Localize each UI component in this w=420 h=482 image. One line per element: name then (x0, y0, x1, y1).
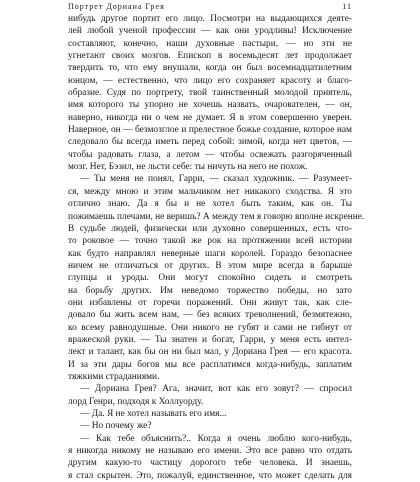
text-line: чтобы радовать глаза, а летом — чтобы освежать разгоряченный (68, 149, 352, 160)
text-line: лект и талант, как бы он ни был мал, у Дориана Грея — его красота. (68, 347, 352, 358)
text-line: ся, между мною и этим мальчиком нет никакого сходства. Я это (68, 186, 352, 197)
text-line: твердить то, что ему внушали, когда он был восемнадцатилетним (68, 63, 352, 74)
text-line: — Дориана Грея? Ага, значит, вот как его зовут? — спросил (80, 384, 352, 395)
text-line: следовало бы всегда иметь перед собой: зимой, когда нет цветов, — (68, 137, 352, 148)
text-line: нибудь другое портит его лицо. Посмотри на выдающихся деяте- (68, 14, 352, 24)
text-line: пожимаешь плечами, не веришь? А между тем я говорю вполне искренне. (68, 211, 365, 222)
text-line: лорд Генри, подходя к Холлуорду. (68, 396, 204, 407)
text-line: лей любой ученой профессии — как они уродливы! Исключение (68, 26, 352, 37)
text-line: как будто направлял неверные шаги королей. Гораздо безопаснее (68, 248, 352, 259)
text-line: то роковое — точно такой же рок на протяжении всей истории (68, 236, 352, 247)
running-head-title: Портрет Дориана Грея (68, 2, 165, 11)
text-line: тяжкими страданиями. (68, 371, 160, 382)
running-head (68, 2, 352, 12)
text-line: образие. Судя по портрету, твой таинственный молодой приятель, (68, 88, 352, 99)
text-line: В судьбе людей, физически или духовно совершенных, есть что- (68, 223, 352, 234)
text-line: другим какую-то частицу дорогого тебе человека. И знаешь, (68, 458, 352, 469)
text-line: угнетают своих мозгов. Епископ в восемьдесят лет продолжает (68, 51, 352, 62)
text-line: наверно, никогда ни о чем не думает. Я в этом совершенно уверен. (68, 112, 352, 123)
text-line: — Да. Я не хотел называть его имя... (80, 409, 227, 419)
text-line: имя которого ты упорно не хочешь назвать, очарователен, — он, (68, 100, 352, 111)
text-line: составляют, конечно, наши духовные пастыри, — но эти не (68, 38, 352, 49)
text-line: вражеской руки. — Ты знатен и богат, Гарри, у меня есть интел- (68, 334, 352, 345)
text-line: отлично знаю. Да я бы и не хотел быть таким, как он. Ты (68, 199, 352, 210)
text-line: они избавлены от горечи поражений. Они живут так, как сле- (68, 297, 352, 308)
text-line: глупцы и уроды. Они могут спокойно сидеть и смотреть (68, 273, 352, 284)
text-line: ничем не отличаться от других. В этом мире всегда в барыше (68, 260, 352, 271)
text-line: я стал скрытен. Это, пожалуй, единственное, что может сделать для (68, 470, 352, 481)
text-line: И за эти дары богов мы все расплатимся когда-нибудь, заплатим (68, 359, 352, 370)
text-line: на борьбу других. Им неведомо торжество победы, но зато (68, 285, 352, 296)
text-line: ко всему равнодушные. Они никого не губят и сами не гибнут от (68, 322, 352, 333)
page-number: 11 (342, 2, 352, 11)
text-line: — Но почему же? (80, 421, 152, 432)
text-line: — Как тебе объяснить?.. Когда я очень люблю кого-нибудь, (80, 433, 352, 444)
text-line: Наверное, он — безмозглое и прелестное божье создание, которое нам (68, 125, 352, 136)
body-text (68, 13, 365, 482)
text-line: мозг. Нет, Бэзил, не льсти себе: ты ничуть на него не похож. (68, 162, 308, 173)
text-line: — Ты меня не понял, Гарри, — сказал художник. — Разумеет- (80, 174, 352, 185)
text-line: юнцом, — естественно, что лицо его сохраняет красоту и благо- (68, 75, 352, 86)
text-line: довало бы жить всем нам, — без всяких треволнений, безмятежно, (68, 310, 352, 321)
text-line: я никогда никому не называю его имени. Это все равно что отдать (68, 446, 352, 457)
